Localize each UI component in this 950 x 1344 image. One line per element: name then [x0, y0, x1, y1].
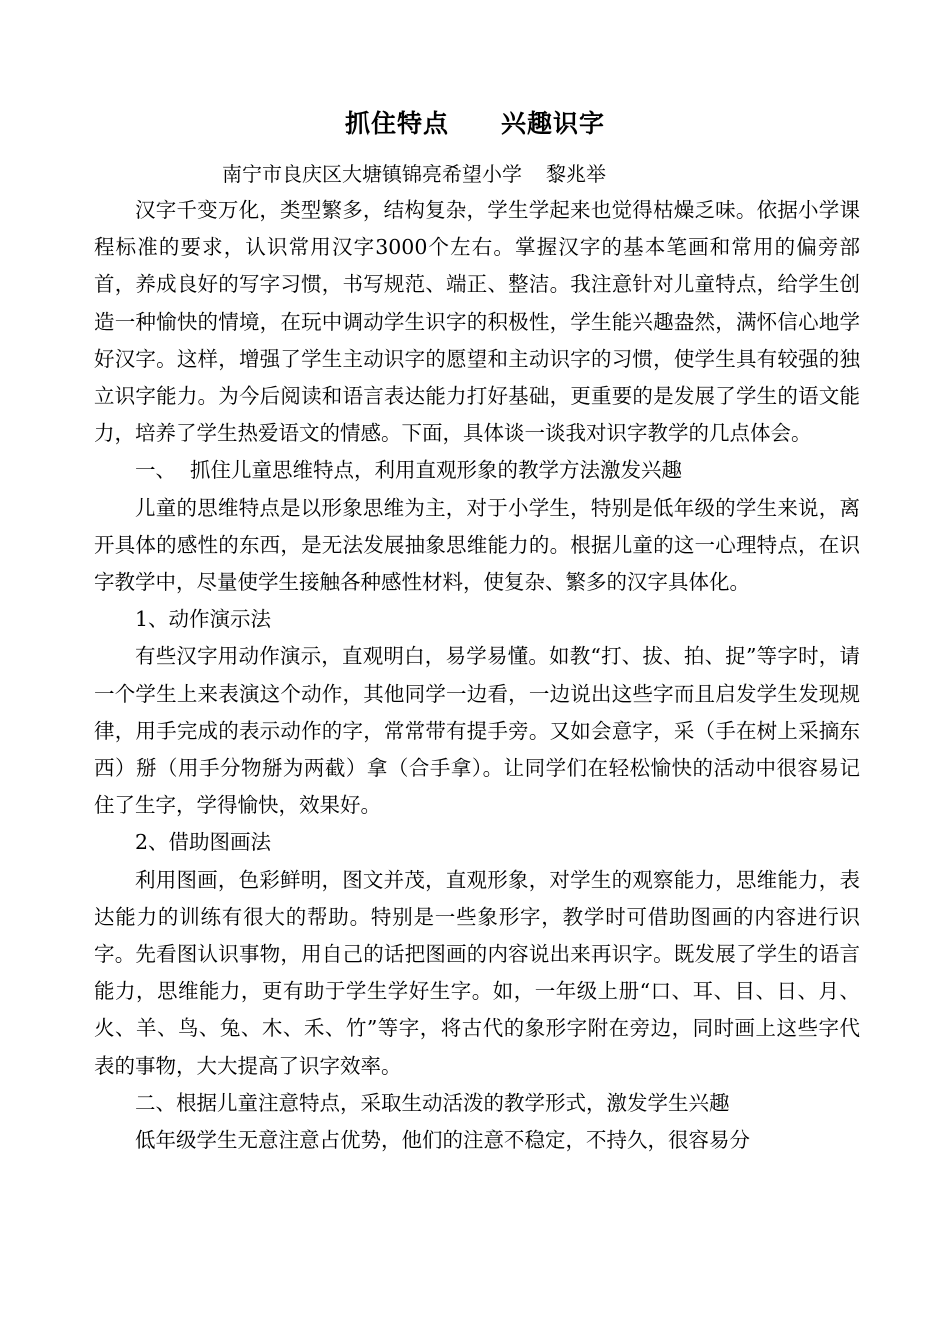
paragraph-sub-2: 利用图画，色彩鲜明，图文并茂，直观形象，对学生的观察能力，思维能力，表达能力的训练有很大的帮助。特别是一些象形字，教学时可借助图画的内容进行识字。先看图认识事物，用自己的话把图画的内容说出来再识字。既发展了学生的语言能力，思维能力，更有助于学生学好生字。如，一年级上册“口、耳、目、日、月、火、羊、鸟、兔、木、禾、竹”等字，将古代的象形字附在旁边，同时画上这些字代表的事物，大大提高了识字效率。 [94, 867, 860, 1078]
title-part-2: 兴趣识字 [501, 109, 606, 138]
section-heading-2: 二、根据儿童注意特点，采取生动活泼的教学形式，激发学生兴趣 [135, 1090, 730, 1115]
paragraph-section-2: 低年级学生无意注意占优势，他们的注意不稳定，不持久，很容易分 [135, 1128, 750, 1153]
section-number-1: 一、 [135, 458, 176, 483]
title-part-1: 抓住特点 [344, 109, 449, 138]
subheading-1: 1、动作演示法 [135, 607, 272, 632]
section-heading-text-1: 抓住儿童思维特点，利用直观形象的教学方法激发兴趣 [190, 458, 682, 483]
paragraph-sub-1: 有些汉字用动作演示，直观明白，易学易懂。如教“打、拔、拍、捉”等字时，请一个学生上来表演这个动作，其他同学一边看，一边说出这些字而且启发学生发现规律，用手完成的表示动作的字，常常带有提手旁。又如会意字，采（手在树上采摘东西）掰（用手分物掰为两截）拿（合手拿）。让同学们在轻松愉快的活动中很容易记住了生字，学得愉快，效果好。 [94, 644, 860, 818]
paragraph-section-1: 儿童的思维特点是以形象思维为主，对于小学生，特别是低年级的学生来说，离开具体的感性的东西，是无法发展抽象思维能力的。根据儿童的这一心理特点，在识字教学中，尽量使学生接触各种感性材料，使复杂、繁多的汉字具体化。 [94, 495, 860, 595]
author-school: 南宁市良庆区大塘镇锦亮希望小学 [222, 162, 522, 186]
document-body [94, 192, 860, 1159]
document-title [0, 104, 950, 144]
author-name: 黎兆举 [546, 162, 606, 186]
subheading-2: 2、借助图画法 [135, 830, 272, 855]
section-heading-1 [94, 452, 860, 489]
paragraph-intro: 汉字千变万化，类型繁多，结构复杂，学生学起来也觉得枯燥乏味。依据小学课程标准的要求，认识常用汉字3000个左右。掌握汉字的基本笔画和常用的偏旁部首，养成良好的写字习惯，书写规范、端正、整洁。我注意针对儿童特点，给学生创造一种愉快的情境，在玩中调动学生识字的积极性，学生能兴趣盎然，满怀信心地学好汉字。这样，增强了学生主动识字的愿望和主动识字的习惯，使学生具有较强的独立识字能力。为今后阅读和语言表达能力打好基础，更重要的是发展了学生的语文能力，培养了学生热爱语文的情感。下面，具体谈一谈我对识字教学的几点体会。 [94, 198, 860, 446]
author-line [222, 158, 606, 190]
